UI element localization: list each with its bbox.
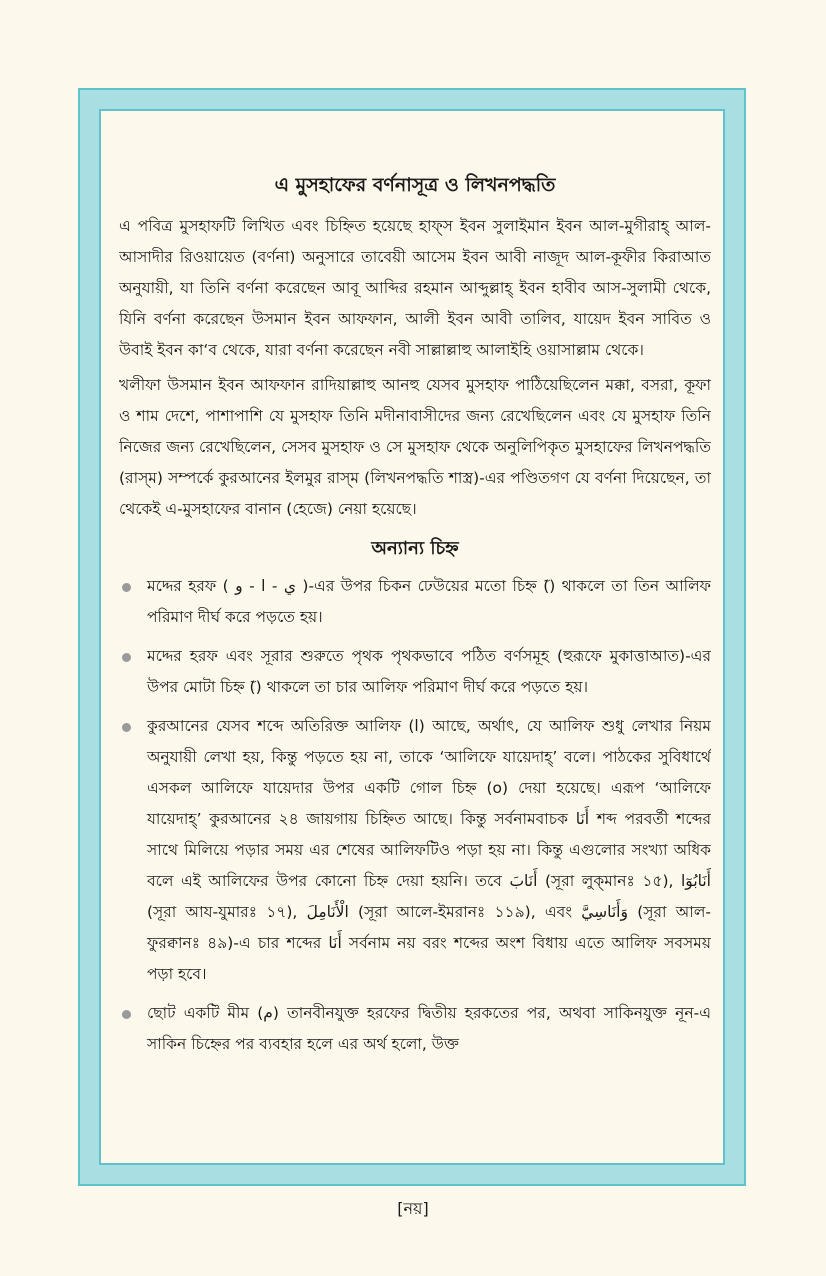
- list-item: [119, 641, 711, 703]
- bullet-icon: [122, 653, 131, 662]
- list-item-text: মদ্দের হরফ এবং সূরার শুরুতে পৃথক পৃথকভাবে পঠিত বর্ণসমূহ (হুরূফে মুকাত্তাআত)-এর উপর মোটা চিহ্ন (ٓ) থাকলে তা চার আলিফ পরিমাণ দীর্ঘ করে পড়তে হয়।: [147, 647, 711, 696]
- list-item-text: কুরআনের যেসব শব্দে অতিরিক্ত আলিফ (ا) আছে, অর্থাৎ, যে আলিফ শুধু লেখার নিয়ম অনুযায়ী লেখা হয়, কিন্তু পড়তে হয় না, তাকে ‘আলিফে যায়েদাহ্‌’ বলে। পাঠকের সুবিধার্থে এসকল আলিফে যায়েদার উপর একটি গোল চিহ্ন (ο) দেয়া হয়েছে। এরূপ ‘আলিফে যায়েদাহ্‌’ কুরআনের ২৪ জায়গায় চিহ্নিত আছে। কিন্তু সর্বনামবাচক أَنَا শব্দ পরবর্তী শব্দের সাথে মিলিয়ে পড়ার সময় এর শেষের আলিফটিও পড়া হয় না। কিন্তু এগুলোর সংখ্যা অধিক বলে এই আলিফের উপর কোনো চিহ্ন দেয়া হয়নি। তবে أَنَابَ (সূরা লুক্‌মানঃ ১৫), أَنَابُوٓا (সূরা আয-যুমারঃ ১৭), الْأَنَامِلَ (সূরা আলে-ইমরানঃ ১১৯), এবং وَأَنَاسِيَّ (সূরা আল-ফুরক্বানঃ ৪৯)-এ চার শব্দের أَنَا সর্বনাম নয় বরং শব্দের অংশ বিধায় এতে আলিফ সবসময় পড়া হবে।: [147, 717, 711, 983]
- paragraph-narration-chain: এ পবিত্র মুসহাফটি লিখিত এবং চিহ্নিত হয়েছে হাফ্‌স ইবন সুলাইমান ইবন আল-মুগীরাহ্‌ আল-আসাদীর রিওয়ায়েত (বর্ণনা) অনুসারে তাবেয়ী আসেম ইবন আবী নাজূদ আল-কূফীর কিরাআত অনুযায়ী, যা তিনি বর্ণনা করেছেন আবূ আব্দির রহমান আব্দুল্লাহ্‌ ইবন হাবীব আস-সুলামী থেকে, যিনি বর্ণনা করেছেন উসমান ইবন আফফান, আলী ইবন আবী তালিব, যায়েদ ইবন সাবিত ও উবাই ইবন কা‘ব থেকে, যারা বর্ণনা করেছেন নবী সাল্লাল্লাহু আলাইহি ওয়াসাল্লাম থেকে।: [119, 217, 711, 359]
- section-heading-other-signs: অন্যান্য চিহ্ন: [371, 538, 459, 559]
- list-item: [119, 571, 711, 633]
- decorative-outer-frame: [78, 88, 746, 1186]
- bullet-icon: [122, 723, 131, 732]
- list-item-text: মদ্দের হরফ ( ي - ا - و )-এর উপর চিকন ঢেউয়ের মতো চিহ্ন (ٓ) থাকলে তা তিন আলিফ পরিমাণ দীর্ঘ করে পড়তে হয়।: [147, 577, 711, 626]
- page-number: [নয়]: [397, 1199, 429, 1218]
- bullet-icon: [122, 1010, 131, 1019]
- bullet-icon: [122, 583, 131, 592]
- page-content: [119, 169, 711, 1159]
- signs-list: [119, 571, 711, 1060]
- list-item: [119, 711, 711, 990]
- page-title: এ মুসহাফের বর্ণনাসূত্র ও লিখনপদ্ধতি: [274, 174, 556, 196]
- paragraph-orthography: খলীফা উসমান ইবন আফফান রাদিয়াল্লাহু আনহু যেসব মুসহাফ পাঠিয়েছিলেন মক্কা, বসরা, কূফা ও শাম দেশে, পাশাপাশি যে মুসহাফ তিনি মদীনাবাসীদের জন্য রেখেছিলেন এবং যে মুসহাফ তিনি নিজের জন্য রেখেছিলেন, সেসব মুসহাফ ও সে মুসহাফ থেকে অনুলিপিকৃত মুসহাফের লিখনপদ্ধতি (রাস্‌ম) সম্পর্কে কুরআনের ইলমুর রাস্‌ম (লিখনপদ্ধতি শাস্ত্র)-এর পণ্ডিতগণ যে বর্ণনা দিয়েছেন, তা থেকেই এ-মুসহাফের বানান (হেজে) নেয়া হয়েছে।: [119, 376, 711, 518]
- decorative-inner-frame: [99, 109, 725, 1165]
- list-item: [119, 998, 711, 1060]
- list-item-text: ছোট একটি মীম (م) তানবীনযুক্ত হরফের দ্বিতীয় হরকতের পর, অথবা সাকিনযুক্ত নূন-এ সাকিন চিহ্নের পর ব্যবহার হলে এর অর্থ হলো, উক্ত: [147, 1004, 711, 1053]
